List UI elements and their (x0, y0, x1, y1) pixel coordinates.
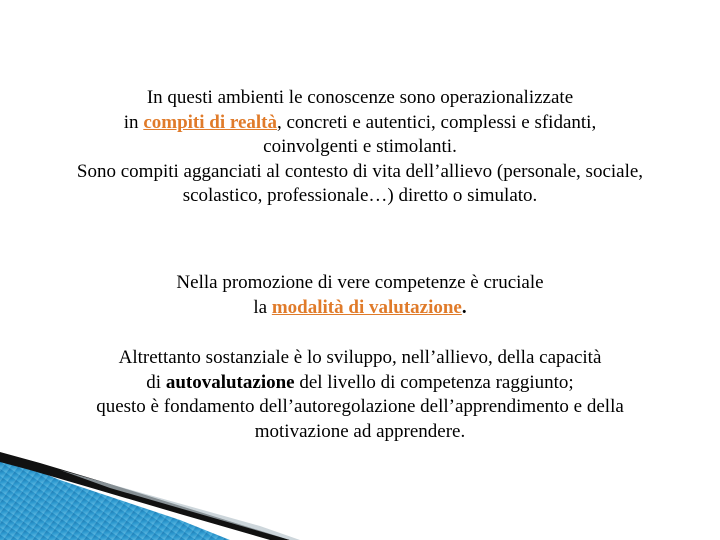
text-line (0, 296, 720, 321)
highlight-compiti-di-realta: compiti di realtà (143, 111, 277, 133)
text-line: Sono compiti agganciati al contesto di vita dell’allievo (personale, sociale, (76, 160, 644, 182)
highlight-modalita-di-valutazione: modalità di valutazione (271, 296, 462, 318)
text-line (0, 111, 720, 136)
text-fragment: in (123, 111, 144, 133)
text-fragment: , concreti e autentici, complessi e sfidanti, (277, 111, 597, 133)
text-fragment: . (461, 296, 467, 318)
text-line: questo è fondamento dell’autoregolazione dell’apprendimento e della (96, 396, 624, 417)
text-line: In questi ambienti le conoscenze sono operazionalizzate (146, 87, 574, 108)
text-line: motivazione ad apprendere. (254, 420, 466, 442)
text-line: scolastico, professionale…) diretto o simulato. (182, 185, 538, 206)
paragraph-real-tasks (0, 86, 720, 209)
text-fragment: di (146, 371, 166, 393)
text-line: coinvolgenti e stimolanti. (263, 136, 457, 157)
corner-dark-stripe (0, 452, 290, 540)
corner-blue-wedge (0, 456, 230, 540)
bold-autovalutazione: autovalutazione (165, 371, 295, 393)
paragraph-self-assessment (0, 346, 720, 444)
text-line: Nella promozione di vere competenze è cruciale (176, 272, 544, 293)
corner-grey-stripe (60, 470, 300, 540)
text-fragment: del livello di competenza raggiunto; (294, 371, 574, 393)
text-line: Altrettanto sostanziale è lo sviluppo, nell’allievo, della capacità (118, 347, 602, 368)
text-line (0, 371, 720, 396)
text-fragment: la (253, 296, 272, 318)
paragraph-evaluation (0, 271, 720, 320)
